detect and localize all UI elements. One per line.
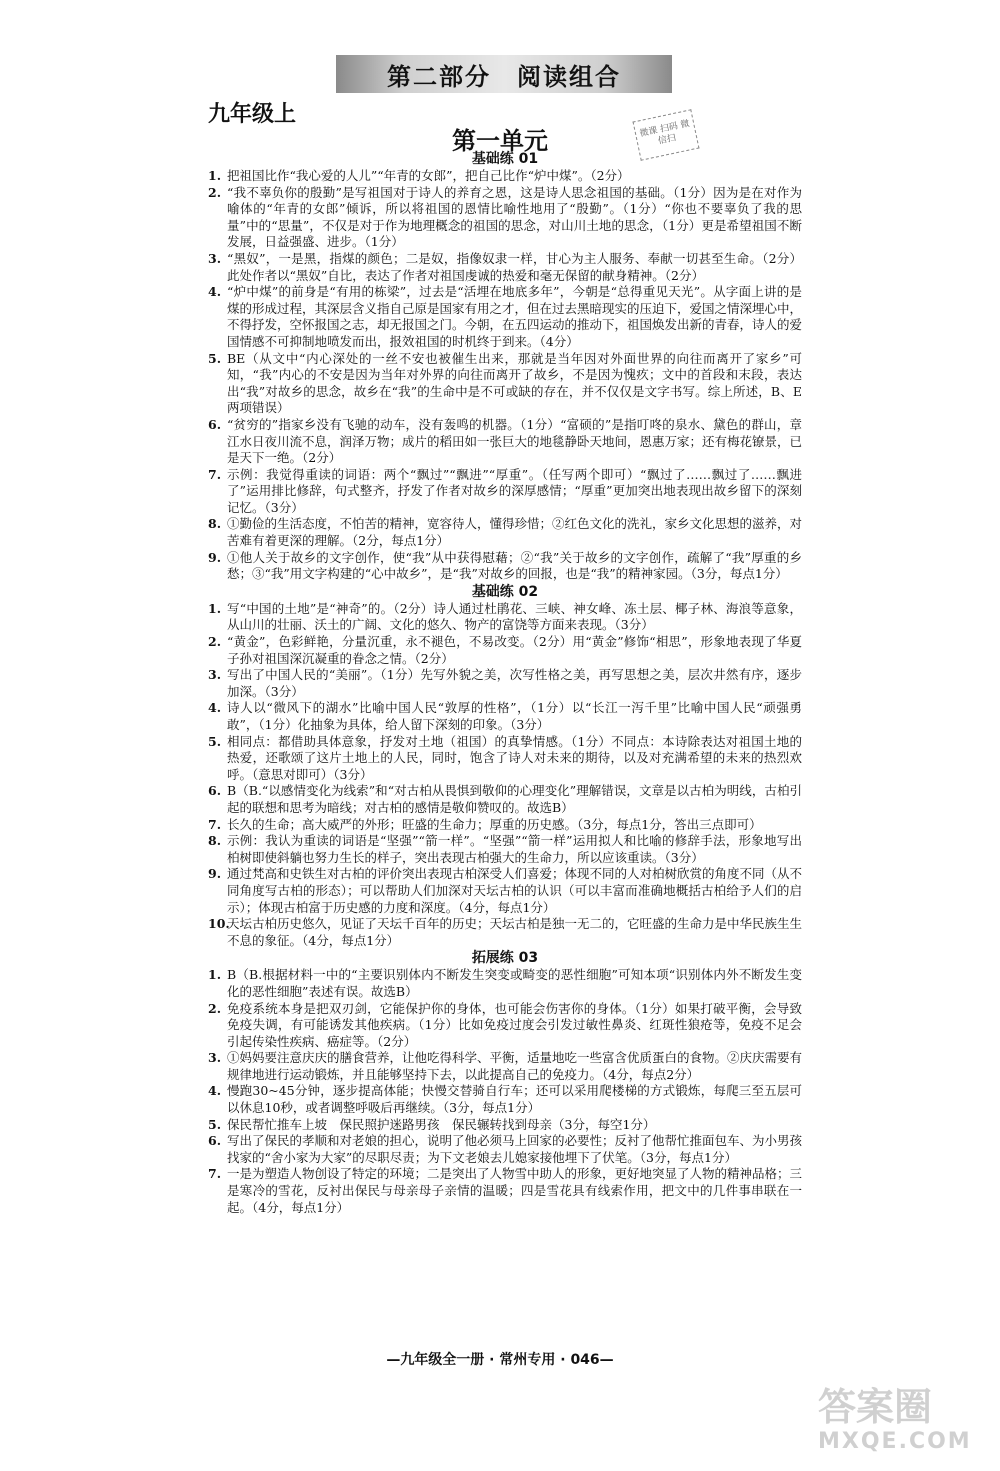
answer-item (208, 817, 802, 834)
answer-item (208, 833, 802, 866)
unit-heading: 第一单元 (452, 127, 548, 155)
watermark-line2: MXQE.COM (818, 1429, 972, 1454)
answer-item (208, 1001, 802, 1051)
answer-item (208, 916, 802, 949)
item-number: 7. (208, 816, 222, 832)
answer-item (208, 185, 802, 251)
part-banner (336, 55, 672, 93)
item-number: 1. (208, 168, 222, 183)
qr-stamp: 微课 扫码 微信扫 (632, 109, 699, 161)
item-number: 7. (208, 1166, 222, 1182)
answer-item (208, 467, 802, 517)
item-text: 写出了保民的孝顺和对老娘的担心，说明了他必须马上回家的必要性；反衬了他帮忙推面包车、为小男孩找家的“舍小家为大家”的尽职尽责；为下文老娘去儿媳家接他埋下了伏笔。（3分，每点1分） (227, 1133, 803, 1165)
answer-item (208, 1083, 802, 1116)
item-number: 9. (208, 866, 222, 882)
item-text: “我不辜负你的殷勤”是写祖国对于诗人的养育之恩，这是诗人思念祖国的基础。（1分）因为是在对作为喻体的“年青的女郎”倾诉，所以将祖国的恩情比喻性地用了“殷勤”。（1分）“你也不要辜负了我的思量”中的“思量”，不仅是对于作为地理概念的祖国的思念，对山川土地的思念，（1分）更是希望祖国不断发展，日益强盛、进步。（1分） (227, 184, 802, 250)
answer-item (208, 783, 802, 816)
answer-item (208, 1117, 802, 1134)
item-number: 6. (208, 1133, 222, 1149)
item-number: 8. (208, 516, 222, 532)
item-text: 写出了中国人民的“美丽”。（1分）先写外貌之美，次写性格之美，再写思想之美，层次井然有序，逐步加深。（3分） (227, 667, 802, 699)
item-number: 5. (208, 733, 222, 749)
item-text: 保民帮忙推车上坡 保民照护迷路男孩 保民辗转找到母亲（3分，每空1分） (227, 1116, 656, 1132)
answer-item (208, 734, 802, 784)
answer-item (208, 1133, 802, 1166)
answer-item (208, 351, 802, 417)
item-number: 6. (208, 783, 222, 799)
item-text: 通过梵高和史铁生对古柏的评价突出表现古柏深受人们喜爱；体现不同的人对柏树欣赏的角度不同（从不同角度写古柏的形态）；可以帮助人们加深对天坛古柏的认识（可以丰富而准确地概括古柏给予人们的启示）；体现古柏富于历史感的力度和深度。（4分，每点1分） (227, 866, 803, 915)
item-number: 9. (208, 549, 222, 565)
grade-heading: 九年级上 (208, 102, 297, 127)
item-text: 示例：我觉得重读的词语：两个“飘过”“飘进”“厚重”。（任写两个即可）“飘过了……飘过了……飘进了”运用排比修辞，句式整齐，抒发了作者对故乡的深厚感情；“厚重”更加突出地表现出故乡留下的深刻记忆。（3分） (227, 466, 802, 515)
answer-item (208, 417, 802, 467)
answer-item (208, 516, 802, 549)
item-number: 5. (208, 1116, 222, 1132)
answer-item (208, 967, 802, 1000)
answer-item (208, 550, 802, 583)
part-title: 第二部分 阅读组合 (387, 61, 621, 91)
watermark-logo (818, 1385, 984, 1465)
item-number: 3. (208, 1050, 222, 1066)
item-number: 7. (208, 466, 222, 482)
item-number: 6. (208, 416, 222, 432)
item-number: 4. (208, 700, 222, 716)
item-text: BE（从文中“内心深处的一丝不安也被催生出来，那就是当年因对外面世界的向往而离开了家乡”可知，“我”内心的不安是因为当年对外界的向往而离开了故乡，不是因为愧疚；文中的首段和末段，表达出“我”对故乡的思念，故乡在“我”的生命中是不可或缺的存在，并不仅仅是文字书写。综上所述，B、E两项错误） (227, 350, 802, 416)
answer-item (208, 168, 802, 185)
item-text: “黑奴”，一是黑，指煤的颜色；二是奴，指像奴隶一样，甘心为主人服务、奉献一切甚至生命。（2分）此处作者以“黑奴”自比，表达了作者对祖国虔诚的热爱和毫无保留的献身精神。（2分） (227, 250, 802, 283)
item-number: 2. (208, 634, 222, 650)
section-title: 基础练 01 (471, 151, 539, 167)
answer-item (208, 284, 802, 350)
item-number: 3. (208, 250, 222, 266)
item-number: 4. (208, 1083, 222, 1099)
item-text: 相同点：都借助具体意象，抒发对土地（祖国）的真挚情感。（1分）不同点：本诗除表达对祖国土地的热爱，还歌颂了这片土地上的人民，同时，饱含了诗人对未来的期待，以及对充满希望的未来的热烈欢呼。（意思对即可）（3分） (227, 733, 802, 782)
item-text: “黄金”，色彩鲜艳，分量沉重，永不褪色，不易改变。（2分）用“黄金”修饰“相思”，形象地表现了华夏子孙对祖国深沉凝重的眷念之情。（2分） (227, 634, 802, 666)
page-footer: —九年级全一册 · 常州专用 · 046— (386, 1352, 614, 1368)
item-text: 诗人以“微风下的湖水”比喻中国人民“敦厚的性格”，（1分）以“长江一泻千里”比喻中国人民“顽强勇敢”，（1分）化抽象为具体，给人留下深刻的印象。（3分） (227, 700, 802, 732)
item-text: 写“中国的土地”是“神奇”的。（2分）诗人通过杜鹃花、三峡、神女峰、冻土层、椰子林、海浪等意象，从山川的壮丽、沃土的广阔、文化的悠久、物产的富饶等方面来表现。（3分） (227, 600, 802, 633)
answer-item (208, 634, 802, 667)
item-text: ①勤俭的生活态度，不怕苦的精神，宽容待人，懂得珍惜；②红色文化的洗礼，家乡文化思想的滋养，对苦难有着更深的理解。（2分，每点1分） (227, 516, 803, 549)
item-number: 1. (208, 600, 222, 616)
item-number: 1. (208, 967, 222, 983)
item-text: 免疫系统本身是把双刃剑，它能保护你的身体，也可能会伤害你的身体。（1分）如果打破平衡，会导致免疫失调，有可能诱发其他疾病。（1分）比如免疫过度会引发过敏性鼻炎、红斑性狼疮等，免疫不足会引起传染性疾病、癌症等。（2分） (227, 1000, 802, 1049)
item-text: “贫穷的”指家乡没有飞驰的动车，没有轰鸣的机器。（1分）“富硕的”是指叮咚的泉水、黛色的群山，章江水日夜川流不息，润泽万物；成片的稻田如一张巨大的地毯静卧天地间，恩惠万家；还有梅花镣景，已是天下一绝。（2分） (227, 416, 803, 466)
item-text: “炉中煤”的前身是“有用的栋梁”，过去是“活埋在地底多年”，今朝是“总得重见天光”。从字面上讲的是煤的形成过程，其深层含义指自己原是国家有用之才，但在过去黑暗现实的压迫下，爱国之情深埋心中，不得抒发，空怀报国之志，却无报国之门。今朝，在五四运动的推动下，祖国焕发出新的青春，诗人的爱国情感不可抑制地喷发而出，报效祖国的时机终于到来。（4分） (227, 284, 803, 349)
item-text: ①他人关于故乡的文字创作，使“我”从中获得慰藉；②“我”关于故乡的文字创作，疏解了“我”厚重的乡愁；③“我”用文字构建的“心中故乡”，是“我”对故乡的回报，也是“我”的精神家园。（3分，每点1分） (227, 549, 802, 582)
item-number: 10. (208, 916, 230, 932)
answer-item (208, 1166, 802, 1216)
answer-item (208, 866, 802, 916)
item-text: ①妈妈要注意庆庆的膳食营养，让他吃得科学、平衡，适量地吃一些富含优质蛋白的食物。②庆庆需要有规律地进行运动锻炼，并且能够坚持下去，以此提高自己的免疫力。（4分，每点2分） (227, 1050, 803, 1082)
answer-item (208, 1050, 802, 1083)
item-text: 慢跑30~45分钟，逐步提高体能；快慢交替骑自行车；还可以采用爬楼梯的方式锻炼，每爬三至五层可以休息10秒，或者调整呼吸后再继续。（3分，每点1分） (227, 1083, 802, 1116)
item-text: 一是为塑造人物创设了特定的环境；二是突出了人物雪中助人的形象，更好地突显了人物的精神品格；三是寒冷的雪花，反衬出保民与母亲母子亲情的温暖；四是雪花具有线索作用，把文中的几件事串联在一起。（4分，每点1分） (227, 1166, 803, 1215)
item-text: 示例：我认为重读的词语是“坚强”“箭一样”。“坚强”“箭一样”运用拟人和比喻的修辞手法，形象地写出柏树即使斜躺也努力生长的样子，突出表现古柏强大的生命力，所以应该重读。（3分） (227, 833, 802, 865)
answer-item (208, 700, 802, 733)
section-title: 拓展练 03 (471, 950, 539, 967)
answer-item (208, 251, 802, 284)
watermark-line1: 答案圈 (818, 1385, 933, 1429)
item-number: 2. (208, 1000, 222, 1016)
item-number: 2. (208, 184, 222, 200)
item-number: 8. (208, 833, 222, 849)
item-number: 3. (208, 667, 222, 683)
item-text: B（B.根据材料一中的“主要识别体内不断发生突变或畸变的恶性细胞”可知本项“识别体内外不断发生变化的恶性细胞”表述有误。故选B） (227, 967, 802, 999)
item-text: 长久的生命；高大威严的外形；旺盛的生命力；厚重的历史感。（3分，每点1分，答出三点即可） (227, 816, 762, 832)
item-text: 天坛古柏历史悠久，见证了天坛千百年的历史；天坛古柏是独一无二的，它旺盛的生命力是中华民族生生不息的象征。（4分，每点1分） (227, 916, 803, 948)
answer-item (208, 667, 802, 700)
item-text: 把祖国比作“我心爱的人儿”“年青的女郎”，把自己比作“炉中煤”。（2分） (227, 168, 630, 183)
answer-content (208, 150, 802, 1216)
answer-item (208, 601, 802, 634)
item-text: B（B.“以感情变化为线索”和“对古柏从畏惧到敬仰的心理变化”理解错误，文章是以古柏为明线，古柏引起的联想和思考为暗线；对古柏的感情是敬仰赞叹的。故选B） (227, 783, 802, 815)
section-title: 基础练 02 (471, 583, 539, 600)
item-number: 5. (208, 350, 222, 366)
item-number: 4. (208, 284, 222, 300)
